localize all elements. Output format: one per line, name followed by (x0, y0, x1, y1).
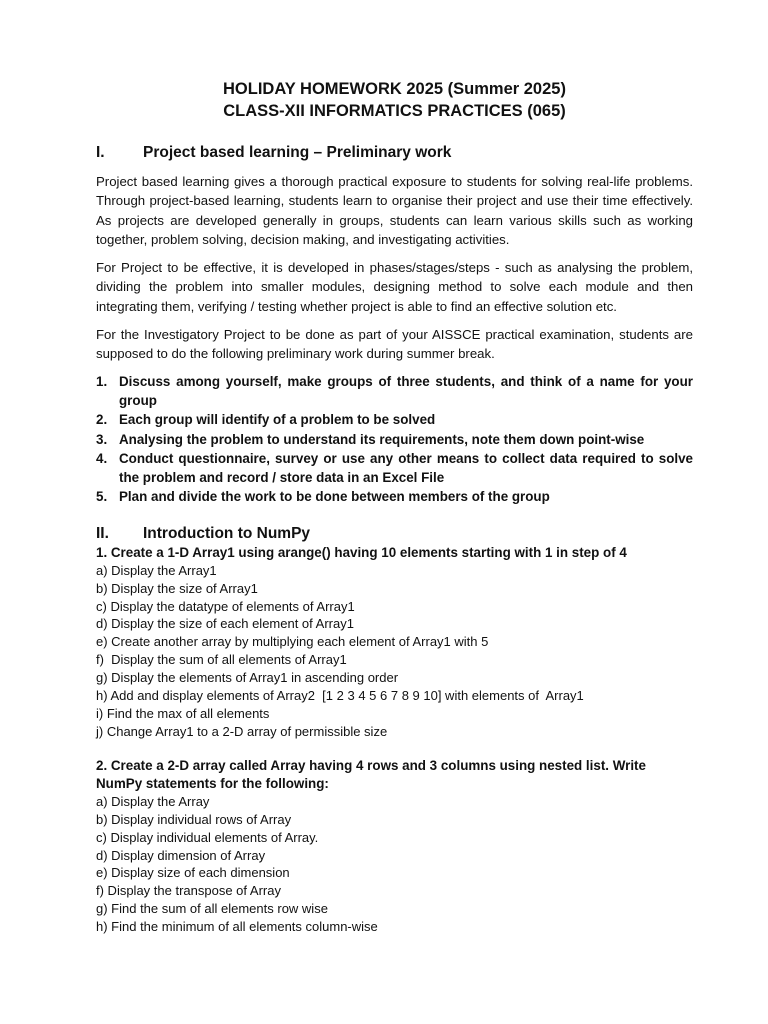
section-2-number: II. (96, 524, 109, 542)
list-number: 4. (96, 450, 108, 466)
list-text: Analysing the problem to understand its requirements, note them down point-wise (119, 431, 645, 447)
list-item: b) Display the size of Array1 (96, 580, 258, 596)
question-2-items (96, 793, 693, 936)
section-1-heading (96, 142, 693, 163)
section-1-number: I. (96, 144, 105, 161)
list-item: e) Display size of each dimension (96, 865, 290, 881)
list-item: d) Display the size of each element of Array1 (96, 616, 354, 632)
section-2-title: Introduction to NumPy (143, 524, 311, 542)
section-1-title: Project based learning – Preliminary work (143, 144, 452, 161)
list-text: Each group will identify of a problem to be solved (119, 412, 436, 428)
list-number: 1. (96, 373, 108, 389)
preliminary-task-list (96, 372, 693, 507)
list-item (96, 449, 693, 488)
list-item: e) Create another array by multiplying each element of Array1 with 5 (96, 634, 489, 650)
paragraph: For the Investigatory Project to be done as part of your AISSCE practical examination, students are supposed to do the following preliminary work during summer break. (96, 327, 693, 362)
list-item: h) Find the minimum of all elements column-wise (96, 919, 378, 935)
list-item: h) Add and display elements of Array2 [1 2 3 4 5 6 7 8 9 10] with elements of Array1 (96, 688, 584, 704)
list-number: 5. (96, 489, 108, 505)
list-item (96, 430, 693, 449)
title-line-1: HOLIDAY HOMEWORK 2025 (Summer 2025) (223, 80, 566, 98)
section-1-body (96, 172, 693, 364)
list-item (96, 372, 693, 411)
list-item: b) Display individual rows of Array (96, 811, 292, 827)
list-item: g) Find the sum of all elements row wise (96, 901, 328, 917)
list-item: j) Change Array1 to a 2-D array of permissible size (96, 723, 388, 739)
list-item: d) Display dimension of Array (96, 847, 266, 863)
list-item: f) Display the sum of all elements of Array1 (96, 652, 347, 668)
list-item: g) Display the elements of Array1 in ascending order (96, 670, 399, 686)
question-1-title: 1. Create a 1-D Array1 using arange() having 10 elements starting with 1 in step of 4 (96, 544, 627, 560)
list-text: Plan and divide the work to be done between members of the group (119, 489, 550, 505)
title-line-2: CLASS-XII INFORMATICS PRACTICES (065) (223, 102, 566, 120)
question-2-title: 2. Create a 2-D array called Array having 4 rows and 3 columns using nested list. Write NumPy statements for the following: (96, 757, 646, 791)
list-item (96, 410, 693, 429)
list-item (96, 487, 693, 506)
question-1-items (96, 562, 693, 741)
paragraph: For Project to be effective, it is developed in phases/stages/steps - such as analysing the problem, dividing the problem into smaller modules, designing method to solve each module and then integrating them, verifying / testing whether project is able to find an effective solution etc. (96, 260, 693, 314)
list-item: c) Display the datatype of elements of Array1 (96, 598, 355, 614)
list-text: Discuss among yourself, make groups of three students, and think of a name for your group (119, 373, 693, 408)
list-item: a) Display the Array (96, 793, 210, 809)
document-title (96, 78, 693, 122)
list-item: a) Display the Array1 (96, 562, 217, 578)
document-page (96, 78, 693, 936)
list-number: 2. (96, 412, 108, 428)
list-item: f) Display the transpose of Array (96, 883, 281, 899)
list-number: 3. (96, 431, 108, 447)
paragraph: Project based learning gives a thorough practical exposure to students for solving real-life problems. Through project-based learning, students learn to organise their project and use their time effectively. As projects are developed generally in groups, students can learn various skills such as working together, problem solving, decision making, and investigating activities. (96, 174, 693, 247)
section-2-heading (96, 523, 693, 544)
list-text: Conduct questionnaire, survey or use any other means to collect data required to solve the problem and record / store data in an Excel File (119, 450, 693, 486)
list-item: c) Display individual elements of Array. (96, 829, 319, 845)
list-item: i) Find the max of all elements (96, 706, 270, 721)
